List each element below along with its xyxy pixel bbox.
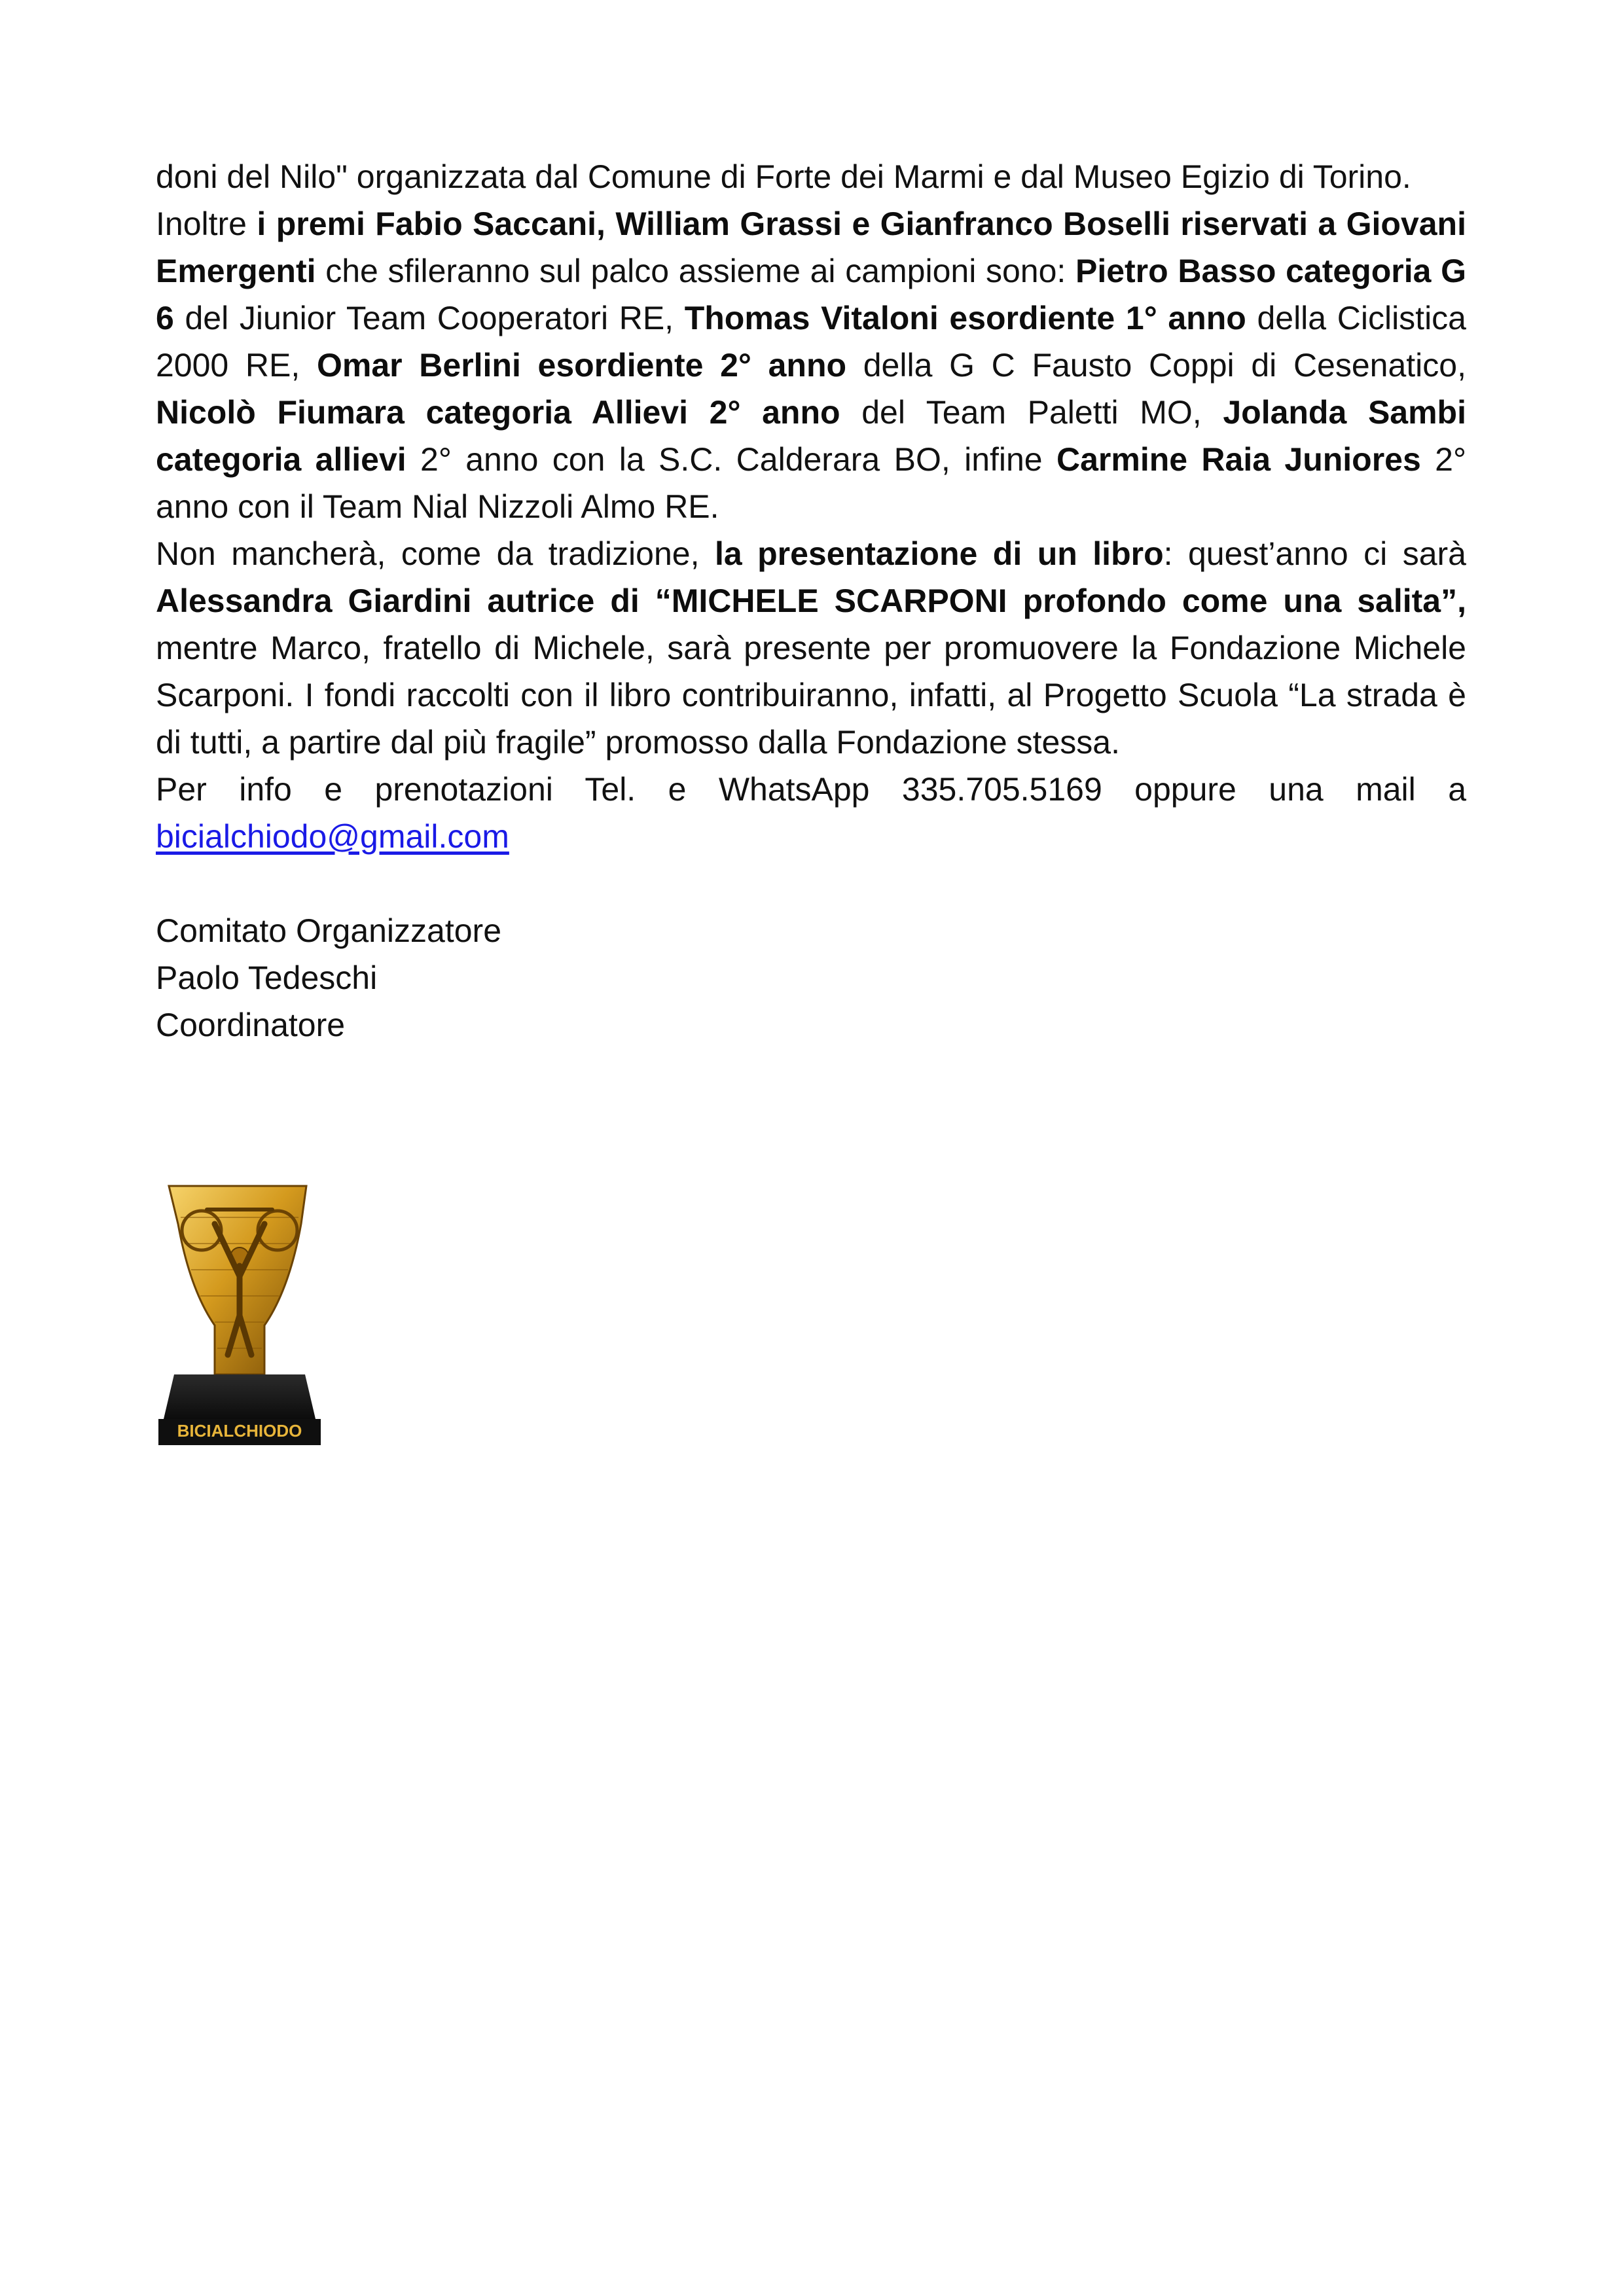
text-segment: 2° anno con la S.C. Calderara BO, infine xyxy=(406,441,1056,478)
bold-text-segment: Jolanda Sambi categoria allievi xyxy=(156,394,1466,478)
text-segment: Inoltre xyxy=(156,206,257,242)
trophy-logo-icon xyxy=(154,1178,325,1453)
paragraph-continuation xyxy=(156,153,1466,200)
text-segment: della Ciclistica 2000 RE, xyxy=(156,300,1466,384)
bold-text-segment: Thomas Vitaloni esordiente 1° anno xyxy=(684,300,1246,336)
email-link[interactable]: bicialchiodo@gmail.com xyxy=(156,818,509,855)
text-segment: del Jiunior Team Cooperatori RE, xyxy=(173,300,685,336)
spacer xyxy=(156,860,1466,907)
bold-text-segment: i premi Fabio Saccani, William Grassi e Gianfranco Boselli riservati a Giovani Emergenti xyxy=(156,206,1466,289)
text-segment: : quest’anno ci sarà xyxy=(1163,535,1466,572)
paragraph-young-riders xyxy=(156,200,1466,530)
bold-text-segment: Carmine Raia Juniores xyxy=(1056,441,1421,478)
text-segment: 2° anno con il Team Nial Nizzoli Almo RE. xyxy=(156,441,1466,525)
bold-text-segment: Nicolò Fiumara categoria Allievi 2° anno xyxy=(156,394,840,431)
contact-text: Per info e prenotazioni Tel. e WhatsApp 335.705.5169 oppure una mail a xyxy=(156,771,1466,808)
bold-text-segment: Alessandra Giardini autrice di “MICHELE SCARPONI profondo come una salita”, xyxy=(156,583,1466,619)
text-segment: che sfileranno sul palco assieme ai campioni sono: xyxy=(316,253,1075,289)
paragraph-book-presentation xyxy=(156,530,1466,766)
text-segment: Non mancherà, come da tradizione, xyxy=(156,535,715,572)
text-segment: del Team Paletti MO, xyxy=(840,394,1223,431)
logo-caption: BICIALCHIODO xyxy=(177,1421,302,1441)
bold-text-segment: la presentazione di un libro xyxy=(714,535,1164,572)
text-segment: doni del Nilo" organizzata dal Comune di Forte dei Marmi e dal Museo Egizio di Torino. xyxy=(156,158,1411,195)
signature-name: Paolo Tedeschi xyxy=(156,960,378,996)
bold-text-segment: Omar Berlini esordiente 2° anno xyxy=(316,347,847,384)
signature-organization: Comitato Organizzatore xyxy=(156,912,502,949)
signature-role: Coordinatore xyxy=(156,1007,346,1043)
text-segment: mentre Marco, fratello di Michele, sarà presente per promuovere la Fondazione Michele Scarponi. I fondi raccolti con il libro contribuiranno, infatti, al Progetto Scuola “La strada è di tutti, a partire dal più fragile” promosso dalla Fondazione stessa. xyxy=(156,630,1466,761)
contact-paragraph xyxy=(156,766,1466,860)
bold-text-segment: Pietro Basso categoria G 6 xyxy=(156,253,1466,336)
document-body xyxy=(156,153,1466,1049)
text-segment: della G C Fausto Coppi di Cesenatico, xyxy=(846,347,1466,384)
